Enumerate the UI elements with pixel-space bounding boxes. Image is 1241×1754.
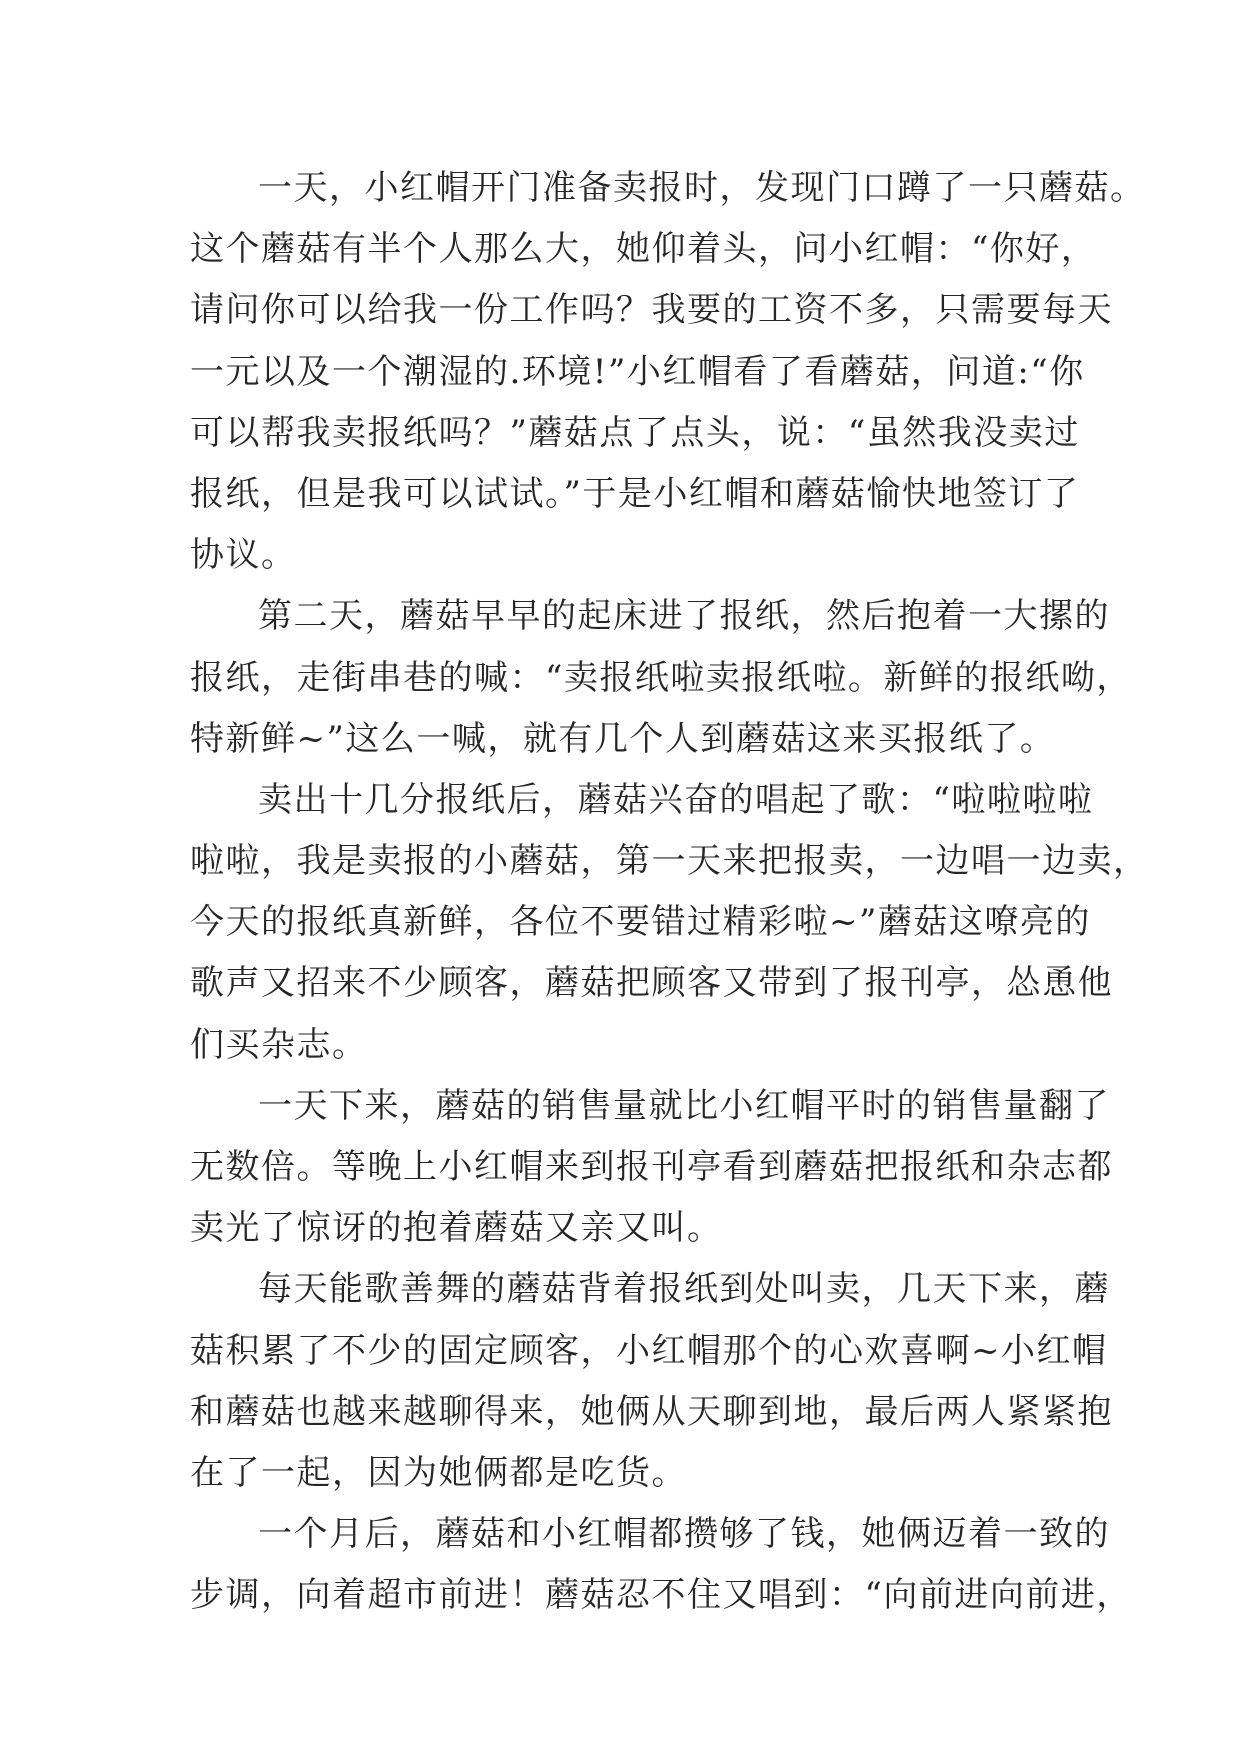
text-line: 协议。	[190, 535, 297, 576]
text-line: 卖出十几分报纸后，蘑菇兴奋的唱起了歌：“啦啦啦啦	[258, 779, 1094, 820]
story-text	[190, 158, 1149, 1627]
text-line: 报纸，但是我可以试试。”于是小红帽和蘑菇愉快地签订了	[190, 473, 1080, 514]
text-line: 这个蘑菇有半个人那么大，她仰着头，问小红帽：“你好，	[190, 229, 1097, 270]
text-line: 和蘑菇也越来越聊得来，她俩从天聊到地，最后两人紧紧抱	[190, 1391, 1113, 1432]
text-line: 可以帮我卖报纸吗？”蘑菇点了点头，说：“虽然我没卖过	[190, 412, 1080, 453]
text-line: 请问你可以给我一份工作吗？我要的工资不多，只需要每天	[190, 290, 1113, 331]
text-line: 今天的报纸真新鲜，各位不要错过精彩啦~”蘑菇这嘹亮的	[190, 902, 1091, 943]
text-line: 歌声又招来不少顾客，蘑菇把顾客又带到了报刊亭，怂恿他	[190, 963, 1113, 1004]
text-line: 们买杂志。	[190, 1024, 368, 1065]
text-line: 步调，向着超市前进！蘑菇忍不住又唱到：“向前进向前进，	[190, 1575, 1132, 1616]
text-line: 在了一起，因为她俩都是吃货。	[190, 1452, 687, 1493]
text-line: 一个月后，蘑菇和小红帽都攒够了钱，她俩迈着一致的	[258, 1514, 1110, 1555]
text-line: 特新鲜~”这么一喊，就有几个人到蘑菇这来买报纸了。	[190, 718, 1056, 759]
text-line: 啦啦，我是卖报的小蘑菇，第一天来把报卖，一边唱一边卖，	[190, 841, 1149, 882]
text-line: 菇积累了不少的固定顾客，小红帽那个的心欢喜啊~小红帽	[190, 1330, 1108, 1371]
text-line: 无数倍。等晚上小红帽来到报刊亭看到蘑菇把报纸和杂志都	[190, 1147, 1113, 1187]
text-line: 第二天，蘑菇早早的起床进了报纸，然后抱着一大摞的	[258, 596, 1110, 637]
text-line: 一天下来，蘑菇的销售量就比小红帽平时的销售量翻了	[258, 1085, 1110, 1126]
text-line: 每天能歌善舞的蘑菇背着报纸到处叫卖，几天下来，蘑	[258, 1269, 1110, 1310]
text-line: 一元以及一个潮湿的.环境!”小红帽看了看蘑菇，问道:“你	[190, 351, 1085, 392]
text-line: 一天，小红帽开门准备卖报时，发现门口蹲了一只蘑菇。	[258, 168, 1146, 208]
text-line: 卖光了惊讶的抱着蘑菇又亲又叫。	[190, 1208, 723, 1249]
text-line: 报纸，走街串巷的喊：“卖报纸啦卖报纸啦。新鲜的报纸呦，	[190, 657, 1132, 698]
